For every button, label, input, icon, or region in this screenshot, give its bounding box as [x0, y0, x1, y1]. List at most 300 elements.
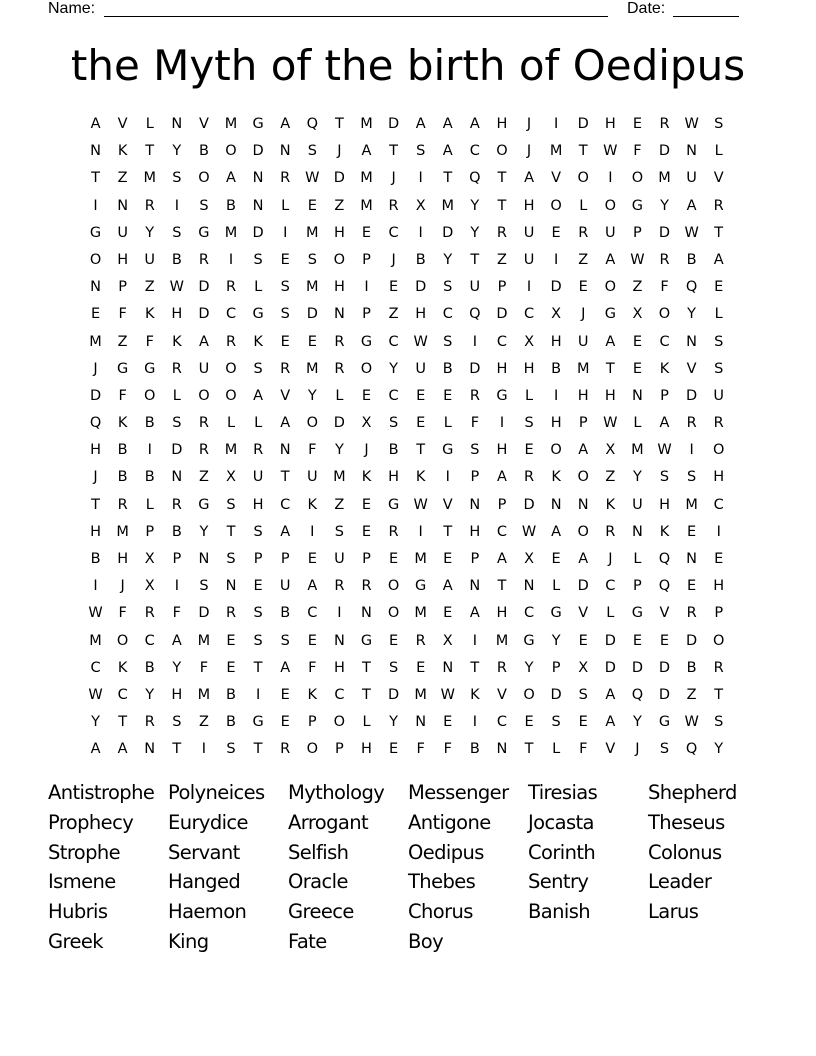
grid-letter: L	[254, 415, 263, 432]
grid-letter: R	[253, 442, 264, 459]
grid-letter: E	[632, 333, 642, 350]
grid-letter: K	[415, 469, 426, 486]
grid-letter: K	[361, 469, 372, 486]
grid-letter: E	[361, 496, 372, 513]
grid-letter: C	[280, 496, 291, 513]
word-bank-item: Prophecy	[48, 810, 134, 834]
grid-letter: W	[88, 686, 103, 703]
grid-row	[82, 655, 732, 682]
grid-letter: L	[254, 279, 263, 296]
word-bank-item: Ismene	[48, 870, 116, 894]
grid-letter: T	[362, 659, 371, 676]
grid-letter: L	[335, 387, 344, 404]
grid-letter: W	[169, 279, 184, 296]
grid-letter: N	[333, 306, 345, 323]
grid-letter: C	[442, 306, 453, 323]
grid-letter: E	[443, 714, 453, 731]
date-label: Date:	[627, 0, 666, 17]
grid-letter: R	[334, 578, 345, 595]
grid-letter: V	[442, 496, 453, 513]
grid-letter: T	[443, 523, 453, 540]
grid-letter: A	[605, 333, 616, 350]
grid-letter: B	[388, 442, 399, 459]
grid-letter: M	[197, 686, 211, 703]
grid-letter: U	[334, 551, 345, 567]
grid-letter: L	[552, 578, 561, 595]
grid-row	[82, 464, 732, 491]
grid-letter: A	[713, 251, 724, 268]
grid-letter: T	[226, 523, 236, 540]
grid-letter: H	[604, 387, 616, 404]
word-bank-item: Antigone	[408, 810, 491, 834]
grid-letter: O	[306, 741, 318, 758]
grid-letter: I	[445, 469, 450, 486]
grid-letter: A	[90, 116, 101, 132]
grid-letter: N	[279, 143, 291, 160]
grid-letter: O	[496, 143, 508, 160]
grid-letter: E	[280, 714, 290, 731]
grid-letter: P	[362, 251, 371, 268]
grid-letter: E	[361, 224, 372, 241]
grid-letter: H	[117, 251, 129, 268]
grid-letter: I	[499, 415, 505, 432]
grid-letter: F	[118, 387, 127, 404]
grid-letter: I	[255, 686, 261, 703]
grid-letter: O	[89, 251, 102, 268]
grid-letter: D	[577, 578, 589, 595]
grid-letter: R	[225, 279, 237, 296]
grid-letter: D	[198, 279, 210, 296]
grid-letter: C	[496, 714, 508, 731]
grid-letter: B	[686, 659, 697, 676]
grid-letter: X	[524, 551, 535, 567]
grid-letter: T	[416, 442, 426, 459]
grid-letter: C	[496, 523, 508, 540]
word-bank-item: Selfish	[288, 840, 349, 864]
grid-letter: J	[93, 469, 98, 486]
grid-letter: N	[171, 469, 183, 486]
grid-letter: T	[524, 741, 534, 758]
grid-letter: A	[280, 415, 291, 432]
grid-letter: D	[604, 659, 616, 676]
grid-letter: A	[253, 387, 264, 404]
grid-letter: O	[333, 714, 346, 731]
grid-letter: P	[253, 551, 263, 567]
grid-letter: X	[226, 469, 236, 486]
grid-letter: C	[388, 224, 399, 241]
grid-letter: E	[524, 442, 534, 459]
grid-letter: P	[578, 415, 588, 432]
grid-letter: D	[442, 224, 454, 241]
grid-letter: S	[253, 523, 263, 540]
grid-letter: V	[686, 360, 697, 377]
grid-letter: U	[632, 496, 643, 513]
grid-letter: N	[496, 741, 508, 758]
grid-letter: O	[550, 442, 562, 459]
grid-letter: Y	[632, 469, 642, 486]
grid-letter: R	[361, 578, 372, 595]
grid-letter: R	[713, 415, 724, 432]
grid-letter: B	[442, 360, 453, 377]
grid-letter: L	[633, 551, 642, 567]
grid-letter: E	[361, 523, 372, 540]
grid-letter: O	[225, 387, 237, 404]
grid-letter: E	[307, 551, 317, 567]
grid-letter: E	[578, 279, 588, 296]
grid-letter: D	[171, 442, 183, 459]
grid-letter: K	[605, 496, 616, 513]
grid-letter: C	[523, 605, 535, 622]
grid-letter: O	[712, 632, 725, 649]
grid-letter: H	[333, 279, 345, 296]
grid-letter: I	[716, 523, 721, 540]
grid-letter: M	[89, 632, 102, 649]
grid-letter: E	[226, 632, 236, 649]
word-bank-item: Fate	[288, 929, 327, 953]
grid-letter: O	[360, 360, 373, 377]
grid-letter: S	[280, 306, 290, 323]
grid-letter: A	[605, 686, 616, 703]
grid-letter: C	[388, 333, 399, 350]
grid-letter: G	[523, 632, 535, 649]
grid-letter: B	[117, 442, 128, 459]
grid-letter: H	[713, 469, 725, 486]
grid-letter: Y	[145, 224, 155, 241]
grid-letter: U	[144, 251, 156, 268]
word-bank-item: Arrogant	[288, 810, 369, 834]
grid-letter: M	[360, 116, 373, 132]
grid-letter: M	[143, 170, 156, 187]
grid-letter: X	[442, 632, 453, 649]
grid-letter: R	[280, 741, 291, 758]
grid-letter: Q	[685, 279, 698, 296]
grid-letter: H	[333, 659, 345, 676]
grid-letter: K	[551, 469, 561, 486]
grid-letter: S	[226, 496, 236, 513]
grid-letter: K	[117, 143, 128, 160]
grid-letter: Z	[388, 306, 399, 323]
grid-letter: N	[198, 551, 210, 567]
grid-letter: Z	[334, 197, 345, 214]
grid-letter: U	[523, 251, 535, 268]
grid-letter: R	[117, 496, 128, 513]
grid-letter: P	[497, 279, 507, 296]
grid-letter: S	[226, 741, 236, 758]
grid-letter: O	[144, 387, 156, 404]
grid-letter: J	[391, 251, 396, 268]
grid-row	[82, 111, 732, 138]
grid-letter: T	[605, 360, 615, 377]
word-bank-item: Mythology	[288, 781, 385, 804]
grid-letter: O	[225, 143, 237, 160]
grid-letter: M	[414, 605, 427, 622]
grid-letter: X	[605, 442, 616, 459]
grid-letter: L	[633, 415, 642, 432]
grid-letter: O	[198, 387, 210, 404]
grid-letter: O	[658, 306, 671, 323]
grid-letter: I	[472, 333, 477, 350]
grid-letter: V	[605, 741, 616, 758]
grid-letter: R	[198, 415, 209, 432]
grid-letter: M	[360, 170, 373, 187]
grid-row	[82, 628, 732, 655]
grid-letter: H	[171, 686, 183, 703]
grid-letter: Q	[658, 578, 671, 595]
grid-row	[82, 274, 732, 301]
grid-letter: D	[333, 170, 345, 187]
grid-row	[82, 519, 732, 546]
grid-letter: R	[171, 360, 182, 377]
grid-letter: C	[469, 143, 480, 160]
grid-letter: A	[415, 116, 426, 132]
grid-letter: N	[469, 578, 481, 595]
grid-letter: E	[388, 741, 399, 758]
grid-letter: I	[364, 279, 369, 296]
name-blank-line[interactable]	[104, 16, 608, 17]
grid-letter: S	[551, 714, 561, 731]
grid-letter: J	[93, 360, 98, 377]
grid-letter: C	[605, 578, 616, 595]
grid-letter: M	[224, 442, 238, 459]
date-blank-line[interactable]	[673, 16, 739, 17]
grid-letter: T	[253, 741, 263, 758]
grid-letter: Z	[578, 251, 589, 268]
grid-letter: Q	[306, 116, 318, 132]
grid-letter: G	[89, 224, 102, 241]
grid-letter: F	[660, 279, 669, 296]
grid-letter: G	[387, 496, 400, 513]
grid-letter: J	[526, 143, 532, 160]
grid-letter: J	[337, 143, 342, 160]
word-bank-item: Corinth	[528, 840, 596, 864]
grid-letter: N	[333, 632, 345, 649]
grid-letter: T	[497, 170, 507, 187]
grid-letter: F	[633, 143, 642, 160]
grid-letter: X	[524, 333, 535, 350]
grid-row	[82, 247, 732, 274]
grid-letter: E	[632, 116, 642, 132]
grid-row	[82, 709, 732, 736]
grid-letter: S	[714, 333, 724, 350]
grid-letter: S	[388, 415, 399, 432]
grid-letter: A	[280, 659, 291, 676]
grid-letter: B	[469, 741, 480, 758]
grid-letter: S	[280, 632, 290, 649]
grid-letter: F	[443, 741, 452, 758]
grid-letter: E	[443, 551, 453, 567]
grid-letter: R	[713, 659, 724, 676]
grid-letter: K	[659, 523, 670, 540]
grid-letter: Z	[117, 170, 128, 187]
grid-letter: H	[604, 116, 616, 132]
grid-letter: W	[88, 605, 103, 622]
grid-letter: O	[198, 170, 210, 187]
grid-letter: Y	[91, 714, 100, 731]
grid-letter: B	[171, 523, 182, 540]
grid-letter: R	[198, 251, 209, 268]
grid-letter: N	[252, 170, 264, 187]
grid-letter: L	[606, 605, 615, 622]
grid-letter: N	[252, 197, 264, 214]
grid-letter: I	[608, 170, 613, 187]
grid-letter: F	[470, 415, 480, 432]
word-bank-item: Servant	[168, 840, 240, 864]
grid-letter: E	[388, 279, 399, 296]
grid-letter: L	[362, 714, 371, 731]
grid-letter: E	[280, 686, 290, 703]
grid-letter: T	[470, 251, 480, 268]
grid-letter: K	[144, 306, 155, 323]
grid-letter: M	[306, 279, 319, 296]
grid-letter: P	[714, 605, 724, 622]
grid-letter: X	[415, 197, 426, 214]
grid-row	[82, 546, 732, 573]
grid-letter: L	[281, 197, 290, 214]
grid-row	[82, 410, 732, 437]
grid-row	[82, 437, 732, 464]
grid-letter: P	[335, 741, 344, 758]
grid-letter: O	[306, 415, 318, 432]
grid-letter: Y	[389, 714, 398, 731]
grid-letter: S	[253, 605, 263, 622]
grid-letter: B	[415, 251, 426, 268]
grid-letter: R	[659, 116, 670, 132]
grid-letter: J	[391, 170, 396, 187]
grid-letter: M	[658, 170, 671, 187]
word-bank-item: Greek	[48, 929, 103, 953]
grid-letter: G	[658, 714, 671, 731]
grid-letter: I	[174, 578, 179, 595]
grid-letter: I	[472, 714, 477, 731]
grid-letter: T	[280, 469, 290, 486]
grid-letter: L	[714, 306, 723, 323]
grid-letter: D	[387, 686, 400, 703]
grid-letter: A	[442, 116, 453, 132]
grid-letter: M	[549, 143, 563, 160]
grid-letter: X	[361, 415, 372, 432]
grid-letter: B	[171, 251, 182, 268]
grid-letter: Q	[469, 306, 481, 323]
grid-letter: H	[333, 224, 345, 241]
grid-letter: D	[333, 415, 345, 432]
grid-letter: F	[199, 659, 209, 676]
grid-letter: P	[633, 224, 642, 241]
grid-letter: Q	[469, 170, 481, 187]
grid-letter: G	[604, 306, 616, 323]
grid-letter: L	[552, 741, 561, 758]
grid-letter: R	[415, 632, 426, 649]
grid-letter: R	[225, 333, 237, 350]
grid-letter: D	[658, 686, 671, 703]
grid-letter: S	[307, 251, 317, 268]
grid-letter: E	[416, 659, 426, 676]
grid-letter: H	[252, 496, 264, 513]
grid-letter: I	[337, 605, 342, 622]
grid-letter: A	[578, 551, 589, 567]
grid-letter: D	[550, 686, 562, 703]
grid-letter: A	[171, 632, 182, 649]
grid-letter: V	[578, 605, 589, 622]
word-bank-item: Greece	[288, 900, 354, 924]
grid-letter: W	[603, 415, 618, 432]
grid-letter: E	[280, 333, 290, 350]
grid-letter: K	[470, 686, 480, 703]
grid-letter: F	[118, 605, 127, 622]
grid-letter: H	[496, 442, 508, 459]
grid-letter: E	[714, 551, 724, 567]
grid-letter: Y	[660, 197, 669, 214]
grid-letter: T	[172, 741, 182, 758]
grid-letter: P	[633, 578, 642, 595]
grid-letter: A	[469, 116, 480, 132]
grid-letter: B	[551, 360, 562, 377]
grid-letter: I	[418, 224, 423, 241]
grid-letter: I	[526, 279, 532, 296]
grid-letter: P	[551, 659, 561, 676]
word-bank-item: Leader	[648, 870, 712, 894]
grid-letter: A	[659, 415, 670, 432]
grid-letter: T	[497, 578, 507, 595]
grid-letter: A	[280, 116, 291, 132]
grid-letter: P	[172, 551, 182, 567]
grid-letter: J	[364, 442, 369, 459]
word-bank-item: Hanged	[168, 870, 241, 894]
grid-letter: H	[523, 360, 535, 377]
grid-letter: W	[305, 170, 320, 187]
grid-letter: O	[712, 442, 725, 459]
grid-letter: A	[686, 197, 697, 214]
grid-letter: I	[201, 741, 207, 758]
grid-row	[82, 329, 732, 356]
grid-letter: O	[387, 578, 400, 595]
grid-letter: K	[307, 496, 318, 513]
grid-letter: D	[658, 659, 671, 676]
word-bank-item: Oedipus	[408, 840, 484, 864]
grid-letter: U	[306, 469, 318, 486]
word-bank-item: Strophe	[48, 840, 121, 864]
grid-letter: J	[608, 551, 613, 567]
grid-letter: E	[443, 387, 453, 404]
grid-letter: S	[199, 197, 209, 214]
grid-letter: C	[334, 686, 345, 703]
grid-letter: G	[252, 714, 264, 731]
grid-letter: S	[199, 578, 209, 595]
grid-letter: H	[90, 442, 101, 459]
grid-letter: E	[226, 659, 236, 676]
grid-letter: D	[604, 632, 616, 649]
grid-letter: Z	[496, 251, 507, 268]
word-bank-item: Hubris	[48, 900, 108, 924]
grid-letter: E	[687, 578, 697, 595]
grid-letter: K	[659, 360, 670, 377]
grid-letter: C	[144, 632, 155, 649]
grid-letter: D	[658, 224, 671, 241]
grid-letter: E	[443, 605, 453, 622]
grid-letter: P	[470, 469, 480, 486]
word-bank-item: Boy	[408, 929, 444, 953]
grid-letter: N	[577, 496, 589, 513]
grid-letter: R	[605, 523, 616, 540]
grid-letter: G	[252, 306, 264, 323]
grid-letter: V	[117, 116, 128, 132]
grid-letter: S	[659, 469, 670, 486]
grid-letter: I	[554, 116, 559, 132]
grid-letter: E	[90, 306, 101, 323]
grid-letter: G	[360, 632, 373, 649]
grid-letter: R	[144, 714, 155, 731]
grid-letter: S	[443, 333, 453, 350]
grid-letter: F	[308, 442, 317, 459]
